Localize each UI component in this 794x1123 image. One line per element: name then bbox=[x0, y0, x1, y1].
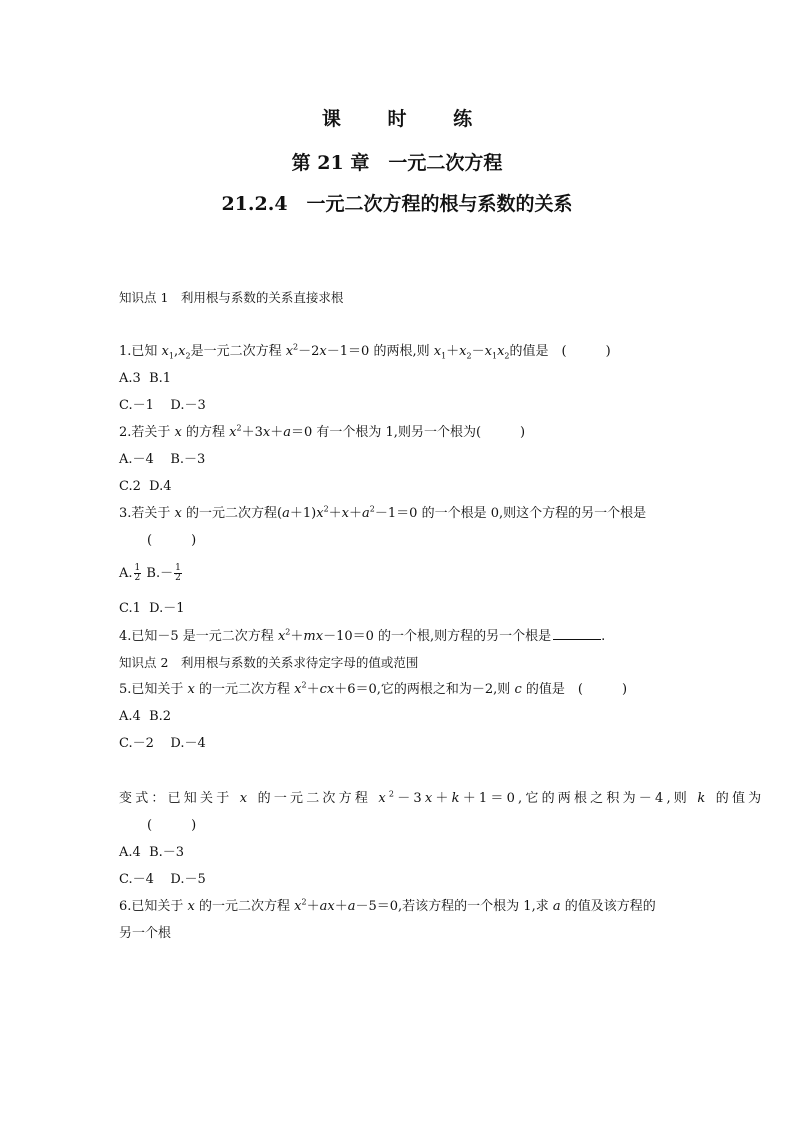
question-2: 2.若关于 x 的方程 $x^2+3x+a=0$ 有一个根为 1,则另一个根为( ) bbox=[119, 423, 526, 440]
option-c[interactable]: C.1 bbox=[119, 601, 141, 616]
question-2-options-cd bbox=[119, 478, 172, 496]
fraction-one-half: $\frac{1}{2}$ bbox=[175, 563, 181, 583]
option-b[interactable]: B.2 bbox=[149, 709, 172, 724]
option-c[interactable]: C.－1 bbox=[119, 398, 154, 413]
variant-answer-paren: ( ) bbox=[147, 818, 197, 833]
question-6-line-2: 另一个根 bbox=[119, 926, 172, 941]
knowledge-point-1-heading: 知识点 1 利用根与系数的关系直接求根 bbox=[119, 290, 344, 305]
question-3-options-ab bbox=[119, 564, 183, 583]
option-d[interactable]: D.－1 bbox=[149, 601, 185, 616]
option-a[interactable]: A.4 bbox=[119, 845, 141, 860]
question-3-options-cd bbox=[119, 600, 185, 618]
variant-options-cd bbox=[119, 871, 206, 889]
section-title: 21.2.4 一元二次方程的根与系数的关系 bbox=[221, 193, 573, 215]
question-5-options-cd bbox=[119, 735, 206, 753]
option-d[interactable]: D.－3 bbox=[170, 398, 206, 413]
option-b[interactable]: B.－3 bbox=[170, 452, 206, 467]
option-b[interactable]: B.－3 bbox=[149, 845, 185, 860]
option-a[interactable]: A.4 bbox=[119, 709, 141, 724]
option-c[interactable]: C.－2 bbox=[119, 736, 154, 751]
knowledge-point-2-heading: 知识点 2 利用根与系数的关系求待定字母的值或范围 bbox=[119, 655, 419, 670]
chapter-title: 第 21 章 一元二次方程 bbox=[291, 152, 503, 174]
question-2-options-ab bbox=[119, 451, 205, 469]
fraction-one-half: $\frac{1}{2}$ bbox=[134, 563, 141, 583]
option-c[interactable]: C.－4 bbox=[119, 872, 154, 887]
option-a[interactable]: A. $\frac{1}{2}$ bbox=[119, 563, 141, 583]
question-1-options-ab bbox=[119, 370, 171, 388]
question-3: 3.若关于 x 的一元二次方程$(a+1)x^2+x+a^2-1=0$ 的一个根是 0,则这个方程的另一个根是 bbox=[119, 504, 647, 521]
question-5-options-ab bbox=[119, 708, 171, 726]
option-c[interactable]: C.2 bbox=[119, 479, 141, 494]
option-d[interactable]: D.4 bbox=[149, 479, 172, 494]
question-4: 4.已知－5 是一元二次方程 $x^2+mx-10=0$ 的一个根,则方程的另一个根是 . bbox=[119, 627, 606, 644]
option-d[interactable]: D.－5 bbox=[170, 872, 206, 887]
question-1-options-cd bbox=[119, 397, 206, 415]
variant-options-ab bbox=[119, 844, 184, 862]
option-a[interactable]: A.－4 bbox=[119, 452, 154, 467]
page-title: 课 时 练 bbox=[321, 108, 493, 130]
option-a[interactable]: A.3 bbox=[119, 371, 141, 386]
question-1: 1.已知 $x_1,x_2$是一元二次方程 $x^2-2x-1=0$ 的两根,则 $x_1+x_2-x_1x_2$的值是 ( ) bbox=[119, 342, 611, 361]
option-b[interactable]: B.1 bbox=[149, 371, 172, 386]
question-5: 5.已知关于 x 的一元二次方程 $x^2+cx+6=0$,它的两根之和为－2,则 c 的值是 ( ) bbox=[119, 680, 628, 697]
option-d[interactable]: D.－4 bbox=[170, 736, 206, 751]
question-3-answer-paren: ( ) bbox=[147, 533, 197, 548]
answer-blank[interactable] bbox=[553, 627, 601, 640]
variant-question: 变式：已知关于 x 的一元二次方程 $x^2-3x+k+1=0$,它的两根之积为－4,则 k 的值为 bbox=[119, 789, 765, 806]
question-6: 6.已知关于 x 的一元二次方程 $x^2+ax+a-5=0$,若该方程的一个根为 1,求 a 的值及该方程的 bbox=[119, 897, 656, 914]
option-b[interactable]: B.－ $\frac{1}{2}$ bbox=[146, 563, 181, 583]
